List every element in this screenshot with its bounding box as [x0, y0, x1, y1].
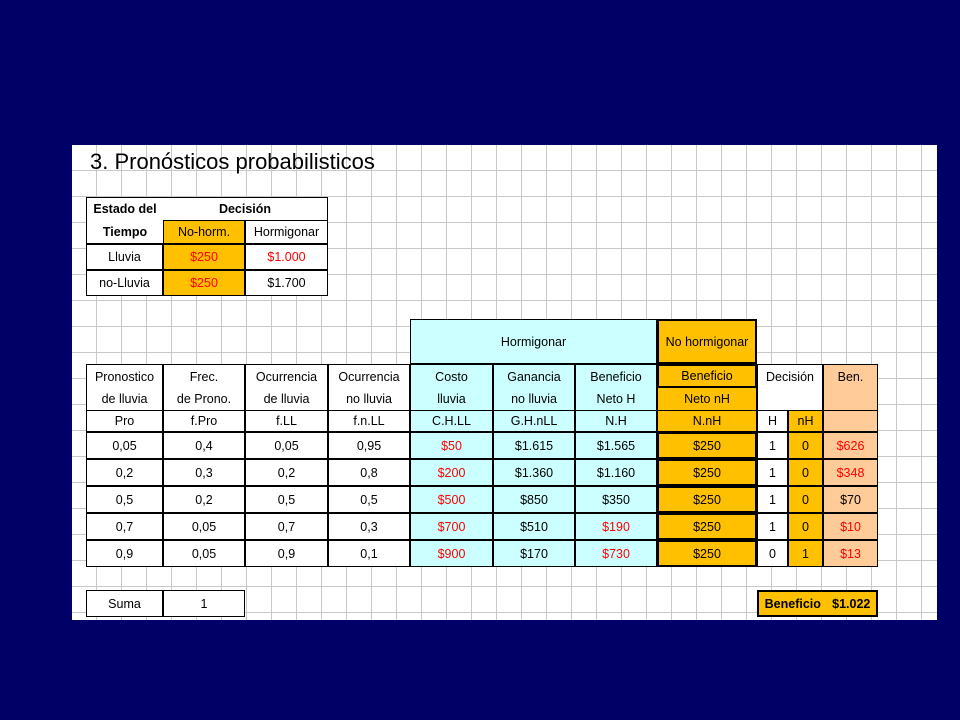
column-header: de lluvia — [86, 388, 163, 410]
column-header: f.n.LL — [328, 410, 410, 432]
table-cell: 0,7 — [86, 513, 163, 540]
table-cell: 0 — [788, 486, 823, 513]
table-cell: $348 — [823, 459, 878, 486]
table-cell: $510 — [493, 513, 575, 540]
column-header: N.H — [575, 410, 657, 432]
table-cell: $1.360 — [493, 459, 575, 486]
table-cell: 0,9 — [86, 540, 163, 567]
table-cell: $250 — [163, 244, 245, 270]
table-cell: 1 — [757, 459, 788, 486]
table-cell: 1 — [757, 513, 788, 540]
column-header: Costo — [410, 364, 493, 388]
table-cell: $250 — [657, 540, 757, 567]
table-cell: 0 — [757, 540, 788, 567]
column-header: Neto nH — [657, 388, 757, 410]
table-cell: 0,05 — [163, 513, 245, 540]
group-header-hormigonar: Hormigonar — [410, 319, 657, 364]
column-header: Pronostico — [86, 364, 163, 388]
column-header: Frec. — [163, 364, 245, 388]
column-header: Ocurrencia — [328, 364, 410, 388]
table-header: Tiempo — [86, 220, 163, 244]
column-header: f.LL — [245, 410, 328, 432]
table-header: No-horm. — [163, 220, 245, 244]
table-cell: Lluvia — [86, 244, 163, 270]
spreadsheet — [72, 145, 937, 620]
table-cell: 0,1 — [328, 540, 410, 567]
table-cell: 1 — [788, 540, 823, 567]
table-cell: $730 — [575, 540, 657, 567]
table-cell: $250 — [163, 270, 245, 296]
table-cell: $190 — [575, 513, 657, 540]
table-cell: $70 — [823, 486, 878, 513]
table-cell: 0,4 — [163, 432, 245, 459]
column-header: nH — [788, 410, 823, 432]
column-header: f.Pro — [163, 410, 245, 432]
column-header: Neto H — [575, 388, 657, 410]
table-cell: $250 — [657, 486, 757, 513]
table-cell: 0,5 — [328, 486, 410, 513]
beneficio-value: $1.022 — [832, 596, 871, 611]
column-header: no lluvia — [328, 388, 410, 410]
table-cell: 0,9 — [245, 540, 328, 567]
column-header: de lluvia — [245, 388, 328, 410]
table-header: Estado del — [86, 197, 163, 220]
header-spacer — [823, 388, 878, 410]
table-cell: $850 — [493, 486, 575, 513]
table-cell: 1 — [757, 486, 788, 513]
column-header: C.H.LL — [410, 410, 493, 432]
table-cell: $13 — [823, 540, 878, 567]
table-cell: 0,7 — [245, 513, 328, 540]
suma-label: Suma — [86, 590, 163, 617]
column-header: N.nH — [657, 410, 757, 432]
table-cell: no-Lluvia — [86, 270, 163, 296]
table-cell: 0 — [788, 513, 823, 540]
table-cell: 0,3 — [163, 459, 245, 486]
table-cell: 0,05 — [163, 540, 245, 567]
table-cell: $200 — [410, 459, 493, 486]
column-header: Beneficio — [657, 364, 757, 388]
table-cell: 0 — [788, 459, 823, 486]
table-cell: $626 — [823, 432, 878, 459]
column-header: lluvia — [410, 388, 493, 410]
column-header: Decisión — [757, 364, 823, 388]
column-header: de Prono. — [163, 388, 245, 410]
table-cell: 0 — [788, 432, 823, 459]
column-header: G.H.nLL — [493, 410, 575, 432]
column-header: Ben. — [823, 364, 878, 388]
table-cell: $250 — [657, 432, 757, 459]
column-header: Pro — [86, 410, 163, 432]
table-cell: $1.700 — [245, 270, 328, 296]
table-header: Decisión — [163, 197, 328, 220]
suma-value: 1 — [163, 590, 245, 617]
table-header: Hormigonar — [245, 220, 328, 244]
table-cell: $1.615 — [493, 432, 575, 459]
table-cell: $170 — [493, 540, 575, 567]
column-header: Ocurrencia — [245, 364, 328, 388]
table-cell: $1.000 — [245, 244, 328, 270]
table-cell: $1.160 — [575, 459, 657, 486]
beneficio-label: Beneficio — [764, 596, 821, 611]
page-title: 3. Pronósticos probabilisticos — [90, 149, 375, 174]
column-header: H — [757, 410, 788, 432]
table-cell: $10 — [823, 513, 878, 540]
table-cell: 0,95 — [328, 432, 410, 459]
table-cell: $700 — [410, 513, 493, 540]
table-cell: $250 — [657, 513, 757, 540]
table-cell: $350 — [575, 486, 657, 513]
column-header — [823, 410, 878, 432]
table-cell: $500 — [410, 486, 493, 513]
table-cell: 0,5 — [86, 486, 163, 513]
table-cell: 1 — [757, 432, 788, 459]
group-header-no-hormigonar: No hormigonar — [657, 319, 757, 364]
header-spacer — [757, 388, 823, 410]
column-header: Beneficio — [575, 364, 657, 388]
table-cell: $1.565 — [575, 432, 657, 459]
table-cell: 0,2 — [163, 486, 245, 513]
table-cell: 0,5 — [245, 486, 328, 513]
table-cell: 0,05 — [245, 432, 328, 459]
table-cell: $900 — [410, 540, 493, 567]
table-cell: 0,2 — [86, 459, 163, 486]
column-header: no lluvia — [493, 388, 575, 410]
table-cell: $50 — [410, 432, 493, 459]
table-cell: 0,2 — [245, 459, 328, 486]
table-cell: 0,8 — [328, 459, 410, 486]
column-header: Ganancia — [493, 364, 575, 388]
beneficio-total — [757, 590, 878, 617]
table-cell: 0,05 — [86, 432, 163, 459]
table-cell: 0,3 — [328, 513, 410, 540]
table-cell: $250 — [657, 459, 757, 486]
